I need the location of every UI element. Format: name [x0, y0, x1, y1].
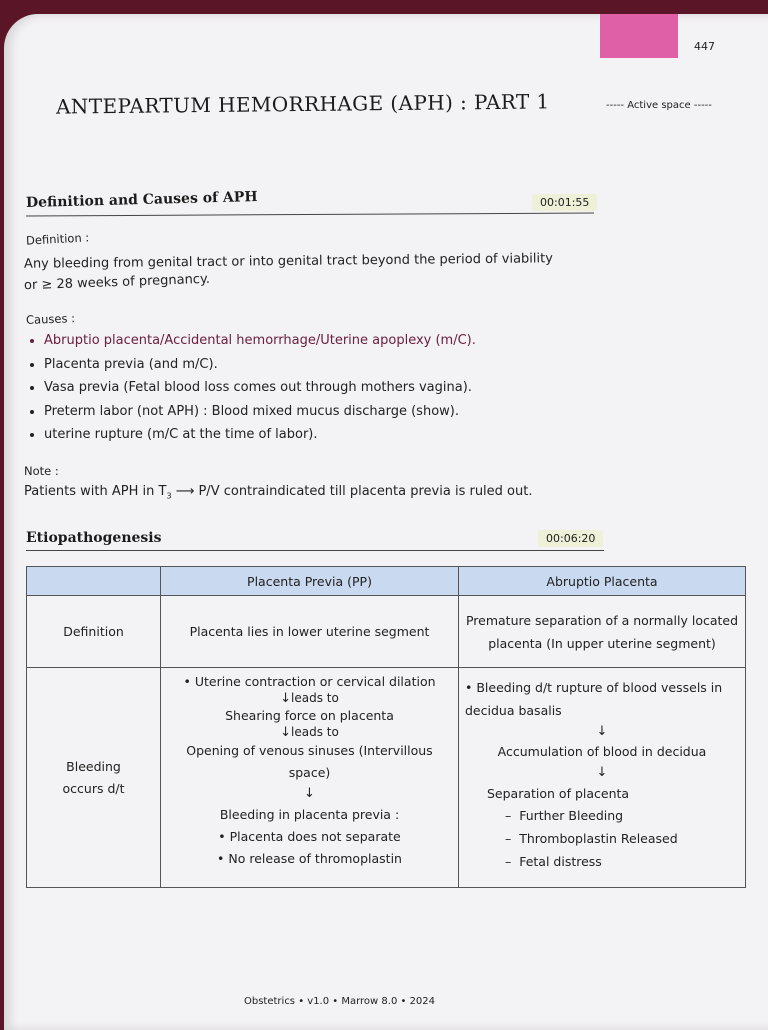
causes-list: [26, 329, 476, 447]
page-title: ANTEPARTUM HEMORRHAGE (APH) : PART 1: [55, 89, 550, 119]
row-label-definition: Definition: [27, 596, 161, 668]
down-arrow-icon: ↓: [596, 765, 608, 780]
definition-label: Definition :: [25, 230, 90, 248]
section-underline: [26, 213, 594, 217]
pp-bleeding-cell: [161, 668, 459, 888]
section-title-definition: Definition and Causes of APH: [25, 188, 258, 212]
pp-step1: • Uterine contraction or cervical dilation: [183, 674, 436, 689]
down-arrow-icon: ↓: [596, 724, 608, 739]
pp-step4: Bleeding in placenta previa :: [219, 807, 400, 822]
pp-step2: Shearing force on placenta: [225, 708, 394, 723]
arrow-icon: ⟶: [175, 484, 195, 499]
pp-definition: Placenta lies in lower uterine segment: [161, 596, 459, 668]
causes-label: Causes :: [25, 311, 76, 327]
note-text: Patients with APH in $T_3$ ⟶ P/V contraindicated till placenta previa is ruled out.: [24, 484, 533, 501]
timestamp-badge: 00:06:20: [538, 530, 603, 547]
pp-bullet1: • Placenta does not separate: [218, 829, 401, 844]
section-underline: [26, 550, 604, 551]
ap-dash1: – Further Bleeding: [505, 808, 624, 823]
page-footer: Obstetrics • v1.0 • Marrow 8.0 • 2024: [244, 996, 436, 1007]
table-header-row: [27, 567, 746, 596]
pp-step3: Opening of venous sinuses (Intervillous space): [186, 743, 433, 780]
active-space-label: ----- Active space -----: [606, 100, 712, 111]
list-item: • uterine rupture (m/C at the time of labor).: [44, 423, 476, 447]
etiopathogenesis-table: [26, 566, 746, 888]
table-header-pp: Placenta Previa (PP): [161, 567, 459, 596]
ap-step2: Accumulation of blood in decidua: [497, 744, 707, 759]
row-label-bleeding: Bleeding occurs d/t: [27, 668, 161, 888]
down-arrow-icon: ↓leads to: [280, 691, 339, 706]
table-header-empty: [27, 567, 161, 596]
list-item: • Vasa previa (Fetal blood loss comes out through mothers vagina).: [44, 376, 476, 400]
down-arrow-icon: ↓leads to: [280, 725, 339, 740]
note-label: Note :: [24, 464, 59, 478]
ap-bleeding-cell: [459, 668, 746, 888]
textbook-page: [4, 14, 768, 1030]
ap-dash2: – Thromboplastin Released: [505, 831, 678, 846]
pp-bullet2: • No release of thromoplastin: [217, 851, 402, 866]
timestamp-badge: 00:01:55: [532, 194, 597, 211]
section-title-etiopathogenesis: Etiopathogenesis: [26, 530, 162, 546]
ap-step1: • Bleeding d/t rupture of blood vessels in decidua basalis: [465, 680, 723, 718]
list-item: • Abruptio placenta/Accidental hemorrhage/Uterine apoplexy (m/C).: [44, 329, 476, 353]
page-number: 447: [694, 40, 715, 53]
ap-dash3: – Fetal distress: [505, 854, 602, 869]
ap-definition: Premature separation of a normally located placenta (In upper uterine segment): [459, 596, 746, 668]
ap-step3: Separation of placenta: [487, 786, 630, 801]
table-row: [27, 596, 746, 668]
pink-page-tab: [600, 14, 678, 58]
list-item: • Preterm labor (not APH) : Blood mixed mucus discharge (show).: [44, 400, 476, 424]
table-row: [27, 668, 746, 888]
definition-text-line2: or ≥ 28 weeks of pregnancy.: [23, 271, 211, 294]
definition-text-line1: Any bleeding from genital tract or into genital tract beyond the period of viability: [23, 251, 553, 272]
down-arrow-icon: ↓: [304, 786, 315, 801]
table-header-ap: Abruptio Placenta: [459, 567, 746, 596]
list-item: • Placenta previa (and m/C).: [44, 353, 476, 377]
